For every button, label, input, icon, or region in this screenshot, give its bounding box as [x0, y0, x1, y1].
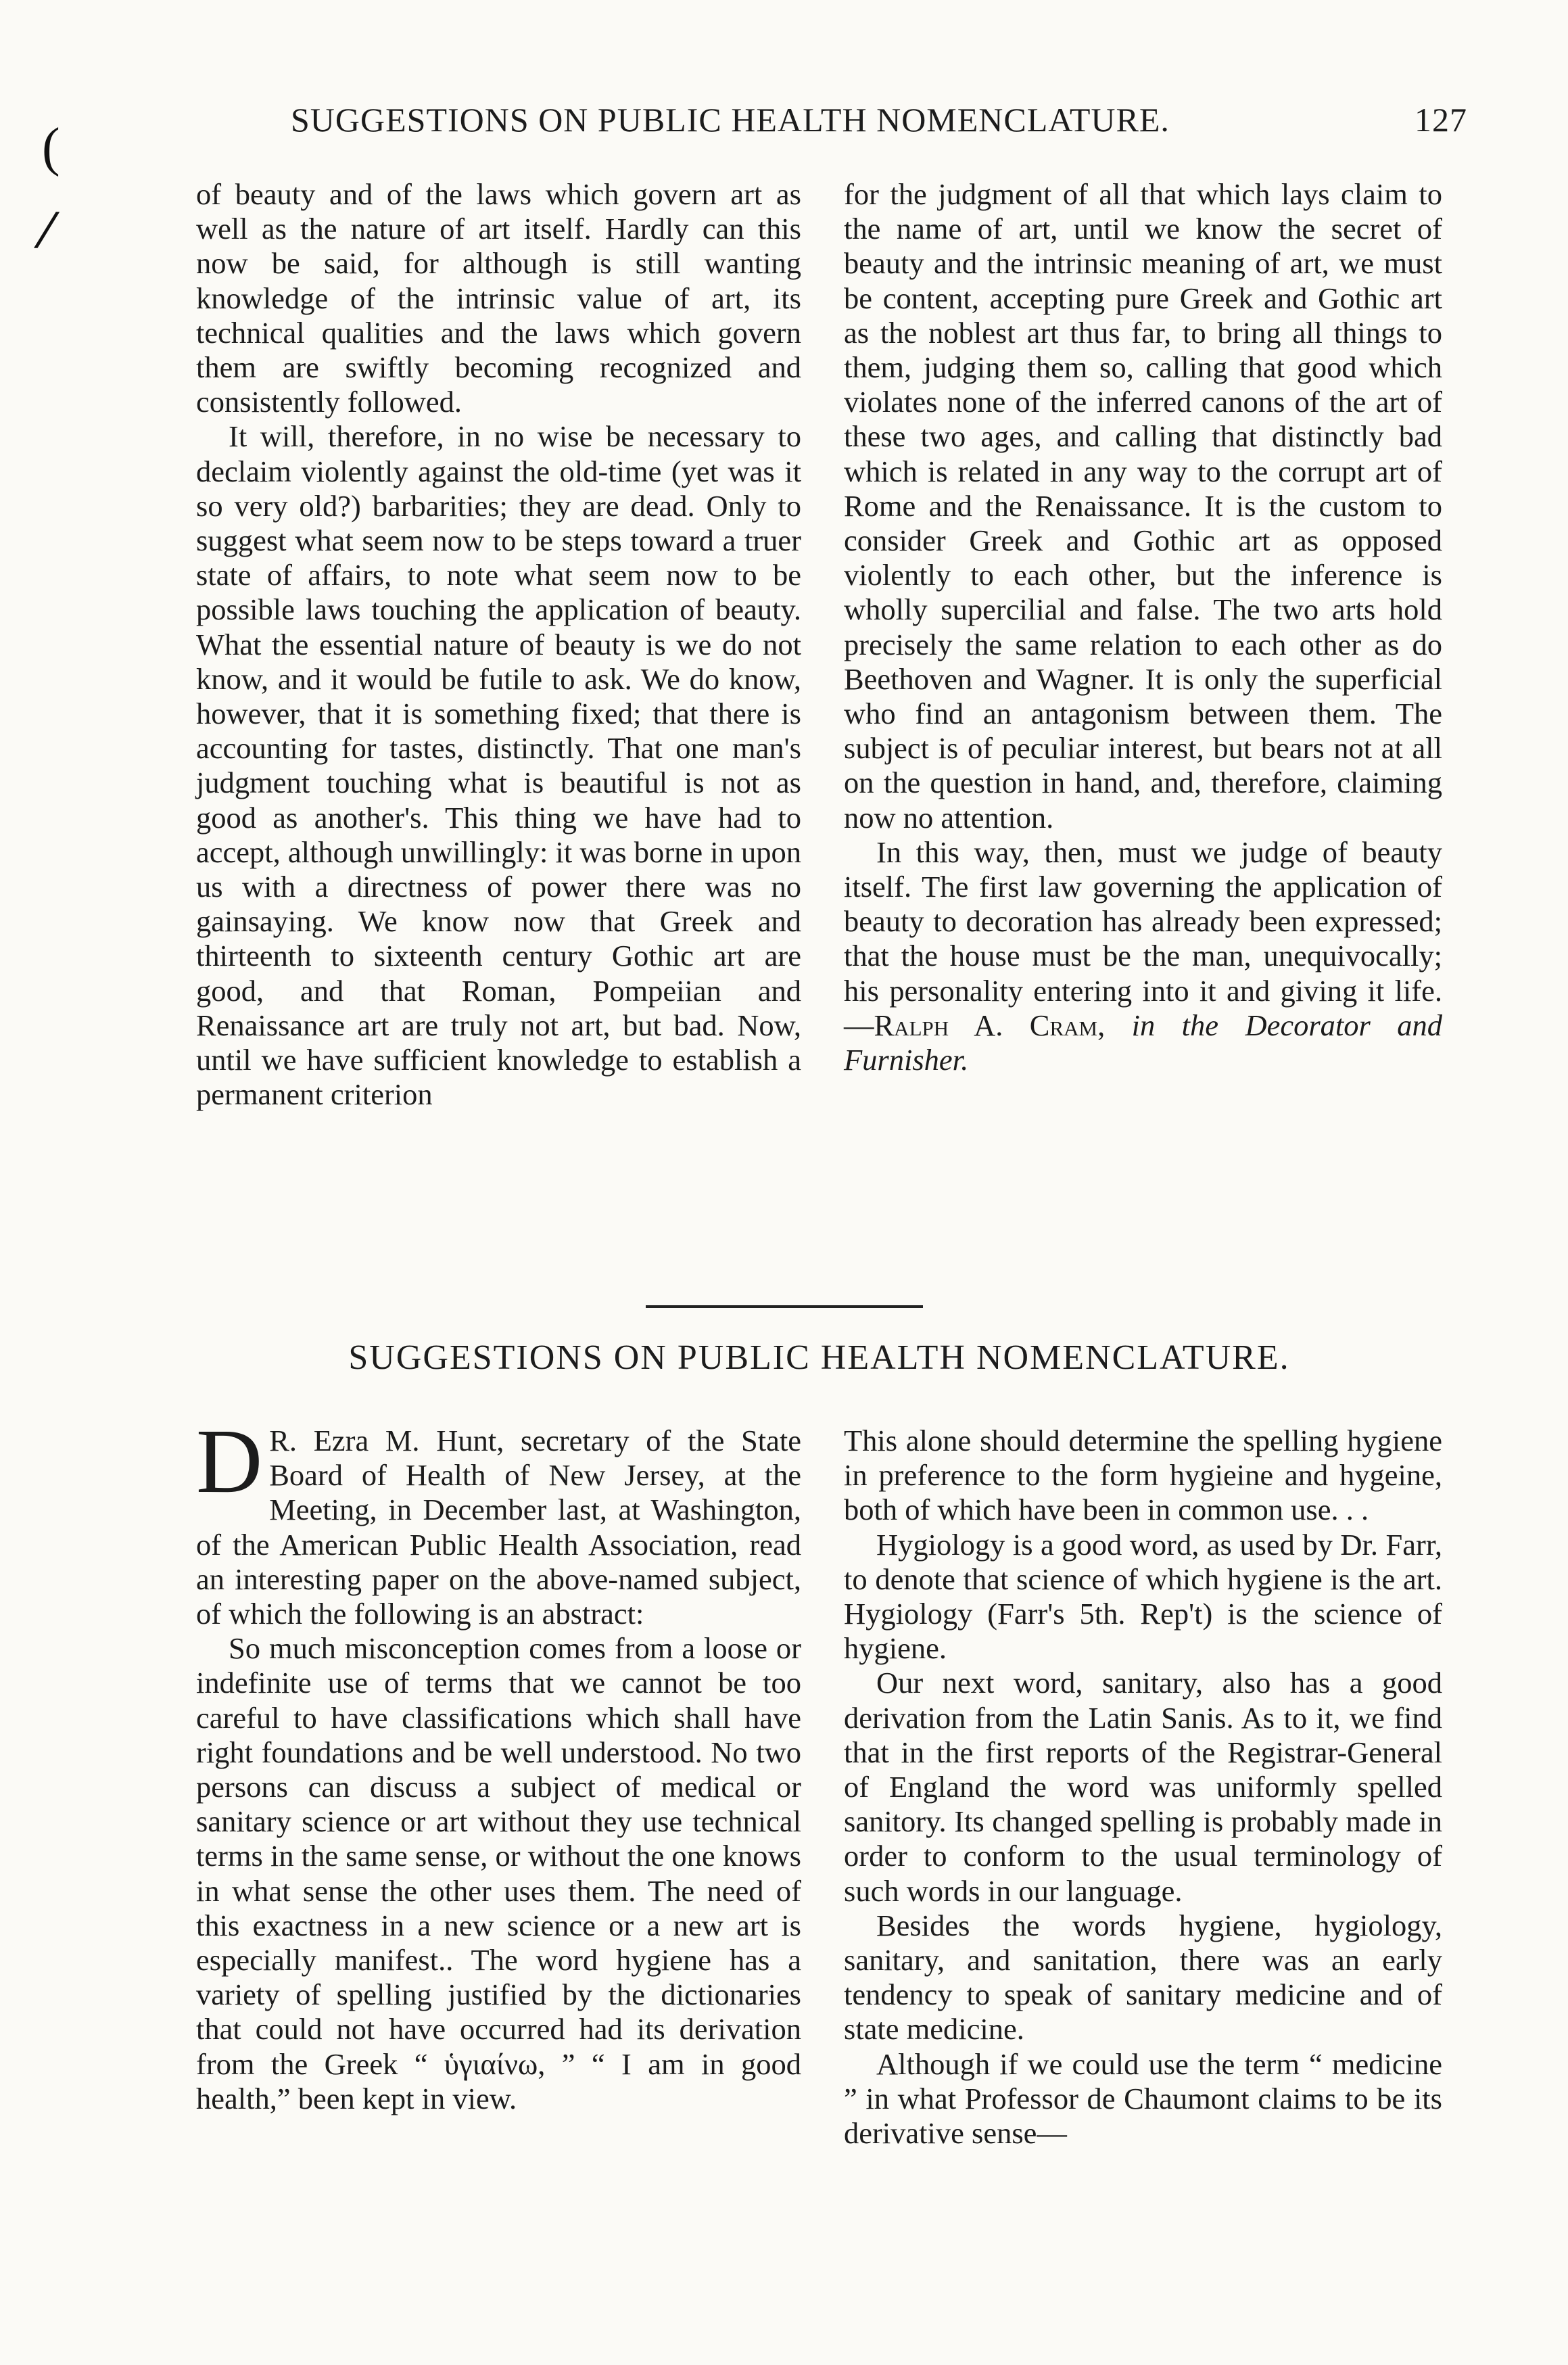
paragraph: Besides the words hygiene, hygiology, sanitary, and sanitation, there was an early tendency to speak of sanitary medicine and of state medicine. — [844, 1908, 1442, 2046]
running-title: SUGGESTIONS ON PUBLIC HEALTH NOMENCLATURE. — [291, 101, 1170, 139]
paragraph: Although if we could use the term “ medicine ” in what Professor de Chaumont claims to be its derivative sense— — [844, 2046, 1442, 2151]
paragraph: Hygiology is a good word, as used by Dr. Farr, to denote that science of which hygiene is the art. Hygiology (Farr's 5th. Rep't) is the science of hygiene. — [844, 1527, 1442, 1666]
previous-article-right-column — [844, 177, 1442, 1077]
paragraph: Our next word, sanitary, also has a good derivation from the Latin Sanis. As to it, we find that in the first reports of the Registrar-General of England the word was uniformly spelled sanitory. Its changed spelling is probably made in order to conform to the usual terminology of such words in our language. — [844, 1666, 1442, 1908]
page-number: 127 — [1415, 101, 1467, 139]
article-right-column — [844, 1424, 1442, 2151]
paragraph-text: In this way, then, must we judge of beauty itself. The first law governing the application of beauty to decoration has already been expressed; that the house must be the man, unequivocally; his personality entering into it and giving it life.— — [844, 835, 1442, 1042]
previous-article-left-column — [196, 177, 801, 1112]
author-signature: Ralph A. Cram, — [874, 1008, 1106, 1042]
paragraph: This alone should determine the spelling hygiene in preference to the form hygieine and hygeine, both of which have been in common use. . . — [844, 1424, 1442, 1527]
paragraph: It will, therefore, in no wise be necessary to declaim violently against the old-time (yet was it so very old?) barbarities; they are dead. Only to suggest what seem now to be steps toward a truer state of affairs, to note what seem now to be possible laws touching the application of beauty. What the essential nature of beauty is we do not know, and it would be futile to ask. We do know, however, that it is something fixed; that there is accounting for tastes, distinctly. That one man's judgment touching what is beautiful is not as good as another's. This thing we have had to accept, although unwillingly: it was borne in upon us with a directness of power there was no gainsaying. We know now that Greek and thirteenth to sixteenth century Gothic art are good, and that Roman, Pompeiian and Renaissance art are truly not art, but bad. Now, until we have sufficient knowledge to establish a permanent criterion — [196, 419, 801, 1112]
article-left-column — [196, 1411, 801, 2116]
article-title: SUGGESTIONS ON PUBLIC HEALTH NOMENCLATURE. — [348, 1338, 1290, 1377]
paragraph-with-signature — [844, 835, 1442, 1077]
running-header — [291, 100, 1467, 154]
paragraph: for the judgment of all that which lays claim to the name of art, until we know the secret of beauty and the intrinsic meaning of art, we must be content, accepting pure Greek and Gothic art as the noblest art thus far, to bring all things to them, judging them so, calling that good which violates none of the inferred canons of the art of these two ages, and calling that distinctly bad which is related in any way to the corrupt art of Rome and the Renaissance. It is the custom to consider Greek and Gothic art as opposed violently to each other, but the inference is wholly supercilial and false. The two arts hold precisely the same relation to each other as do Beethoven and Wagner. It is only the superficial who find an antagonism between them. The subject is of peculiar interest, but bears not at all on the question in hand, and, therefore, claiming now no attention. — [844, 177, 1442, 835]
paragraph: So much misconception comes from a loose or indefinite use of terms that we cannot be too careful to have classifications which shall have right foundations and be well understood. No two persons can discuss a subject of medical or sanitary science or art without they use technical terms in the same sense, or without the one knows in what sense the other uses them. The need of this exactness in a new science or a new art is especially manifest.. The word hygiene has a variety of spelling justified by the dictionaries that could not have occurred had its derivation from the Greek “ ὑγιαίνω, ” “ I am in good health,” been kept in view. — [196, 1631, 801, 2115]
signature-source: in the Decorator and Furnisher. — [844, 1008, 1443, 1077]
paragraph: of beauty and of the laws which govern art as well as the nature of art itself. Hardly can this now be said, for although is still wanting knowledge of the intrinsic value of art, its technical qualities and the laws which govern them are swiftly becoming recognized and consistently followed. — [196, 177, 801, 419]
paragraph-text: R. Ezra M. Hunt, secretary of the State Board of Health of New Jersey, at the Meeting, in December last, at Washington, of the American Public Health Association, read an interesting paper on the above-named subject, of which the following is an abstract: — [196, 1424, 801, 1631]
drop-cap: D — [196, 1411, 263, 1512]
margin-ink-mark: / — [31, 200, 63, 260]
opening-paragraph — [196, 1411, 801, 1631]
margin-bracket-mark: ( — [42, 118, 60, 177]
section-divider-rule — [646, 1305, 923, 1308]
